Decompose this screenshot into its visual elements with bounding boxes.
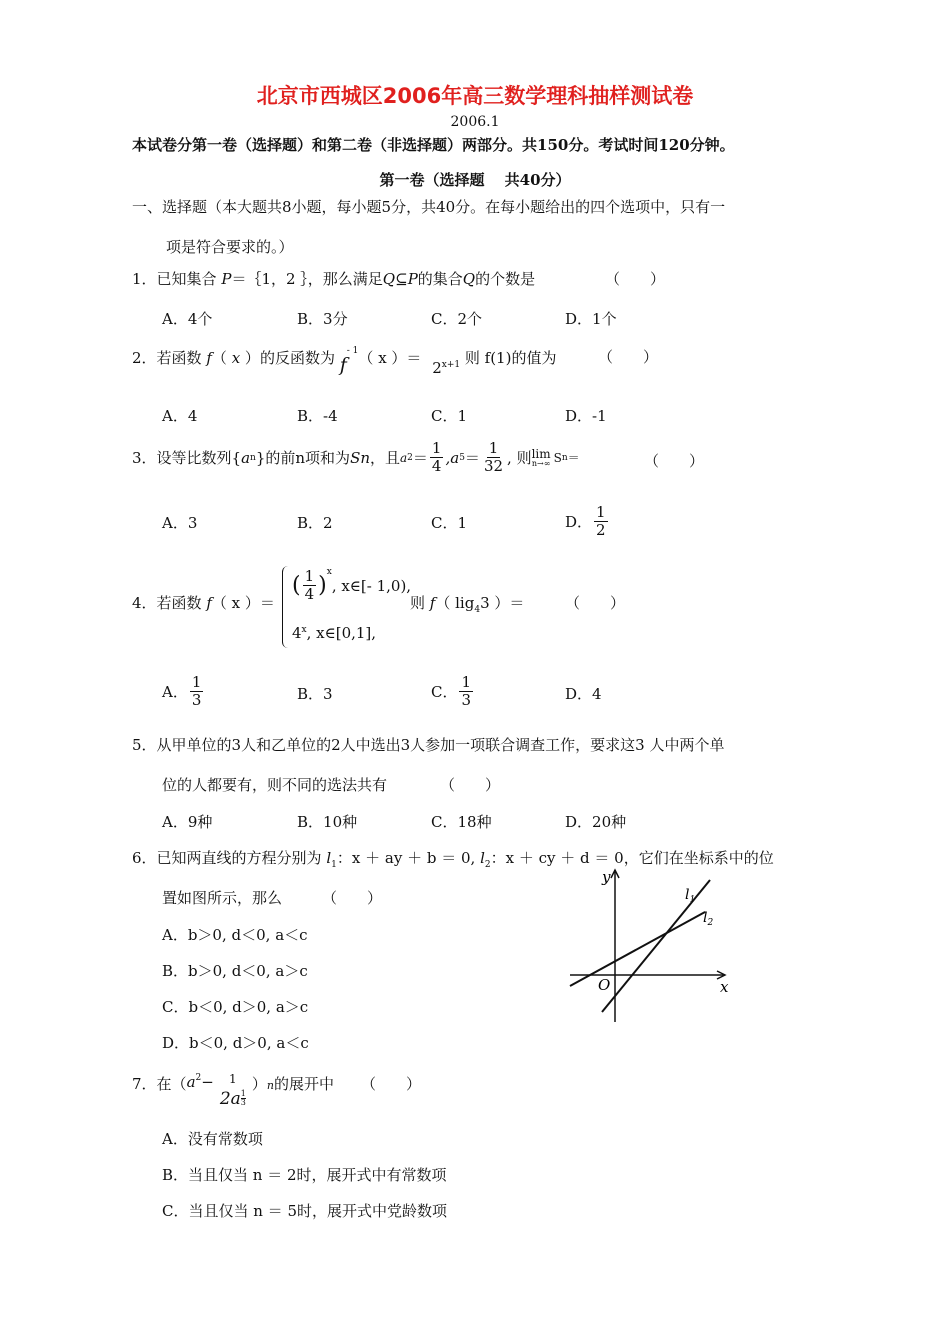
q6-option-c: C．b＜0, d＞0, a＞c	[162, 998, 309, 1016]
page-title: 北京市西城区2006年高三数学理科抽样测试卷	[256, 84, 694, 108]
q7-option-c: C．当且仅当 n ＝ 5时，展开式中党龄数项	[162, 1202, 447, 1220]
q5-option-c: C．18种	[431, 813, 492, 831]
section-header: 第一卷（选择题 共40分）	[379, 171, 571, 189]
q2-option-a: A．4	[162, 407, 198, 425]
q3-option-b: B．2	[297, 514, 333, 532]
q2-option-b: B．-4	[297, 407, 338, 425]
piecewise-brace	[282, 566, 291, 648]
q1-option-a: A．4个	[162, 310, 213, 328]
q5-option-b: B．10种	[297, 813, 358, 831]
q4-option-b: B．3	[297, 685, 333, 703]
question-7: 7． 在（ a $^2$ − 1 2a 1 3 ） n 的展开中	[132, 1072, 334, 1110]
q3-option-a: A．3	[162, 514, 198, 532]
answer-blank: （ ）	[605, 270, 666, 288]
instructions-line1: 一、选择题（本大题共8小题，每小题5分，共40分。在每小题给出的四个选项中，只有一	[132, 198, 726, 216]
q4-option-a: A． $\frac{1}{3}$	[162, 673, 202, 710]
answer-blank: （ ）	[440, 776, 501, 794]
q1-option-d: D．1个	[565, 310, 617, 328]
q5-option-a: A．9种	[162, 813, 213, 831]
q4-case-2: 4$^x$, x∈[0,1],	[292, 624, 377, 642]
q6-option-a: A．b＞0, d＜0, a＜c	[162, 926, 308, 944]
question-6-line2: 置如图所示，那么	[162, 889, 283, 907]
q6-option-b: B．b＞0, d＜0, a＞c	[162, 962, 308, 980]
q2-option-c: C．1	[431, 407, 468, 425]
x-label: x	[720, 978, 729, 996]
question-5-line1: 5．从甲单位的3人和乙单位的2人中选出3人参加一项联合调查工作，要求这3 人中两个单	[132, 736, 725, 754]
exam-intro: 本试卷分第一卷（选择题）和第二卷（非选择题）两部分。共150分。考试时间120分钟。	[132, 136, 735, 154]
q5-option-d: D．20种	[565, 813, 627, 831]
answer-blank: （ ）	[598, 348, 659, 366]
q1-option-c: C．2个	[431, 310, 483, 328]
answer-blank: （ ）	[322, 889, 383, 907]
question-5-line2: 位的人都要有，则不同的选法共有	[162, 776, 388, 794]
instructions-line2: 项是符合要求的。）	[166, 238, 294, 256]
q7-option-a: A．没有常数项	[162, 1130, 263, 1148]
question-1: 1．已知集合 P＝｛1，2 ｝，那么满足Q⊆P的集合Q的个数是	[132, 270, 536, 288]
origin-label: O	[598, 976, 611, 994]
question-3: 3． 设等比数列{ a n }的前n项和为 Sn ，且 a 2 ＝ $\frac{1}{4}$ ,a 5 ＝ $\frac{1}{32}$ , 则 lim n→∞ S n ＝	[132, 439, 580, 476]
y-label: y	[602, 868, 611, 886]
q3-option-c: C．1	[431, 514, 468, 532]
answer-blank: （ ）	[644, 452, 705, 470]
q7-option-b: B．当且仅当 n ＝ 2时，展开式中有常数项	[162, 1166, 447, 1184]
q4-option-d: D．4	[565, 685, 602, 703]
l1-label: $l_1$	[685, 887, 696, 905]
q6-option-d: D．b＜0, d＞0, a＜c	[162, 1034, 309, 1052]
q4-case-1: ( $\frac{1}{4}$ ) $^x$ , x∈[- 1,0),	[292, 566, 412, 604]
answer-blank: （ ）	[361, 1075, 422, 1093]
question-4-tail: 则 f（ lig$_4$3 ）＝	[410, 594, 525, 615]
exam-date: 2006.1	[450, 114, 500, 130]
q3-option-d: D． $\frac{1}{2}$	[565, 503, 606, 540]
question-4-stem: 4．若函数 f（ x ）＝	[132, 594, 275, 612]
q2-option-d: D．-1	[565, 407, 607, 425]
l2-label: $l_2$	[703, 910, 714, 928]
lines-graph	[560, 862, 740, 1027]
q1-option-b: B．3分	[297, 310, 348, 328]
question-2: 2．若函数 f（ x ）的反函数为 $f^{- 1}$（ x ）＝ $2^{x+1}$ 则 f(1)的值为	[132, 346, 557, 377]
q4-option-c: C． $\frac{1}{3}$	[431, 673, 472, 710]
question-6-line1: 6．已知两直线的方程分别为 $l_1$：x ＋ ay ＋ b ＝ 0, $l_2$：x ＋ cy ＋ d ＝ 0，它们在坐标系中的位	[132, 849, 774, 870]
answer-blank: （ ）	[565, 594, 626, 612]
